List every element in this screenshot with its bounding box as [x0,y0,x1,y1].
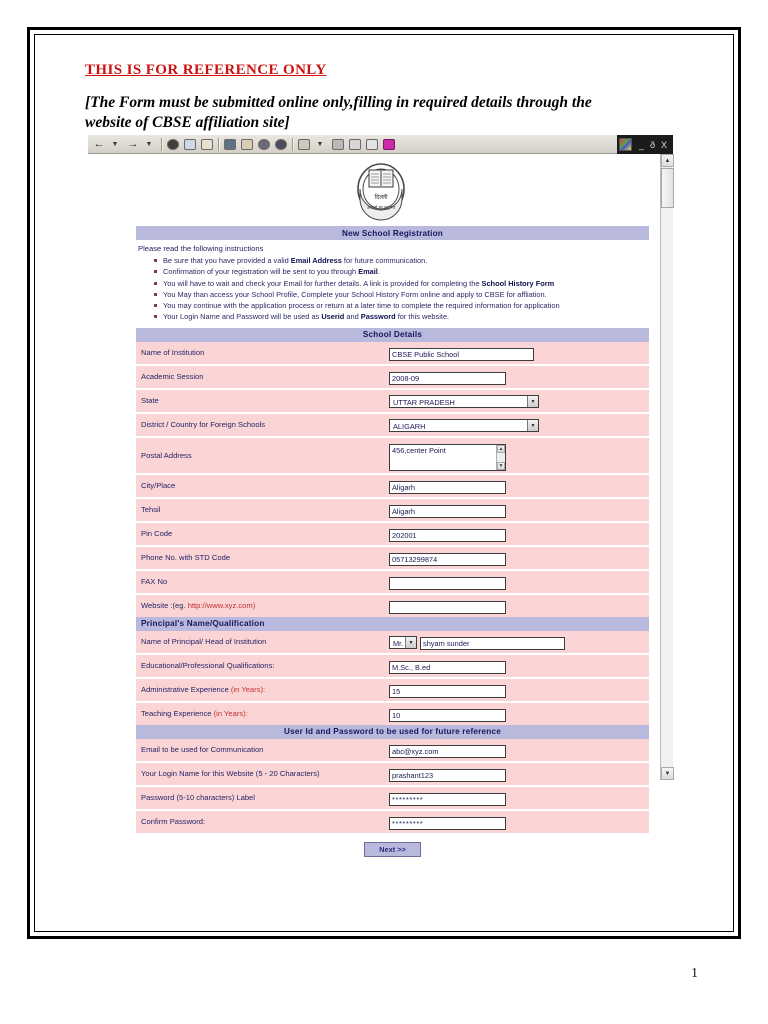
svg-text:असतो मा सद्गमय: असतो मा सद्गमय [366,206,395,211]
form-field-label: Your Login Name for this Website (5 - 20 Characters) [141,769,320,779]
form-field-label: Name of Principal/ Head of Institution [141,637,267,647]
form-field-label: City/Place [141,481,176,491]
discuss-icon[interactable] [364,137,380,152]
select-value: UTTAR PRADESH [393,397,455,407]
refresh-icon[interactable] [182,137,198,152]
print-icon[interactable] [330,137,346,152]
form-field-cell [389,763,649,785]
form-row [136,811,649,833]
form-field-label: District / Country for Foreign Schools [141,420,266,430]
form-row [136,547,649,569]
form-row [136,390,649,412]
form-row [136,438,649,473]
section-band-principal: Principal's Name/Qualification [136,617,649,631]
text-input[interactable] [389,553,506,566]
home-icon[interactable] [199,137,215,152]
instruction-text-0: Be sure that you have provided a valid Email Address for future communication. [163,256,428,265]
list-item [154,289,649,300]
form-field-label: Educational/Professional Qualifications: [141,661,275,671]
form-field-cell [389,414,649,436]
textarea-value: 456,center Point [392,445,446,455]
form-field-cell [389,703,649,725]
form-title-band: New School Registration [136,226,649,240]
cbse-crest-icon [350,159,412,221]
browser-content-area [88,154,673,854]
text-input[interactable] [389,661,506,674]
list-item [154,311,649,322]
emphasis: Email [358,267,378,277]
form-field-cell [389,547,649,569]
form-row [136,366,649,388]
scroll-down-icon[interactable]: ▼ [661,767,674,780]
minimize-button[interactable]: _ [638,139,644,150]
credentials-table [136,739,649,833]
form-field-label: Email to be used for Communication [141,745,264,755]
favorites-icon[interactable] [239,137,255,152]
forward-dropdown-icon[interactable]: ▼ [145,140,153,148]
select-dropdown[interactable] [389,419,539,432]
instruction-text-5: Your Login Name and Password will be used as Userid and Password for this website. [163,312,450,322]
principal-details-table [136,631,649,725]
postal-address-textarea[interactable] [389,444,506,471]
select-value: ALIGARH [393,421,426,431]
scroll-up-icon[interactable]: ▲ [498,445,504,452]
forward-arrow-icon[interactable]: → [127,137,139,150]
password-input[interactable] [389,793,506,806]
messenger-icon[interactable] [381,137,397,152]
document-heading: THIS IS FOR REFERENCE ONLY [85,62,327,78]
instruction-text-2: You will have to wait and check your Email for further details. A link is provided for completing the School History Form [163,278,555,288]
form-field-cell [389,787,649,809]
form-field-cell [389,523,649,545]
section-band-school-details: School Details [136,328,649,342]
label-hint: http://www.xyz.com) [187,601,256,611]
form-row [136,571,649,593]
stop-icon[interactable] [165,137,181,152]
form-field-label: Academic Session [141,372,204,382]
list-item [154,266,649,277]
vertical-scrollbar[interactable] [660,154,673,780]
form-field-label: Phone No. with STD Code [141,553,231,563]
form-field-label: Pin Code [141,529,173,539]
form-field-cell [389,631,649,653]
page-number: 1 [691,966,698,981]
form-field-label: Teaching Experience (in Years): [141,709,248,719]
select-dropdown[interactable] [389,395,539,408]
form-row [136,414,649,436]
form-row [136,739,649,761]
password-input[interactable] [389,817,506,830]
school-details-table [136,342,649,617]
form-field-label: Administrative Experience (in Years): [141,685,266,695]
emphasis: Password [360,312,396,322]
edit-icon[interactable] [347,137,363,152]
emphasis: Userid [321,312,345,322]
form-field-cell [389,499,649,521]
instruction-text-3: You May than access your School Profile, Complete your School History Form online and apply to CBSE for affliation. [163,289,547,299]
form-row [136,703,649,725]
form-field-label: Name of Institution [141,348,205,358]
form-row [136,595,649,617]
form-field-cell [389,390,649,412]
form-field-cell [389,679,649,701]
select-value: Mr. [393,638,404,648]
toolbar-separator-1 [161,138,163,151]
form-field-label: Website :(eg. http://www.xyz.com) [141,601,256,611]
registration-form [136,226,649,857]
scroll-up-icon[interactable]: ▲ [661,154,674,167]
form-row [136,787,649,809]
list-item [154,278,649,289]
text-input[interactable] [389,372,506,385]
restore-button[interactable]: ð [649,139,655,150]
browser-window-screenshot [88,135,673,854]
toolbar-separator-3 [292,138,294,151]
scroll-down-icon[interactable]: ▼ [498,462,504,469]
window-controls [617,135,673,154]
form-field-cell [389,739,649,761]
search-icon[interactable] [222,137,238,152]
text-input[interactable] [389,481,506,494]
windows-logo-icon [619,138,632,151]
form-field-label: Confirm Password: [141,817,206,827]
label-hint: (in Years): [230,685,266,695]
title-select[interactable] [389,636,417,649]
next-button-row [136,833,649,857]
back-arrow-icon[interactable]: ← [93,137,105,150]
textarea-scrollbar[interactable] [496,445,505,470]
chevron-down-icon[interactable]: ▼ [527,420,538,431]
scrollbar-thumb[interactable] [661,168,674,208]
instructions-intro: Please read the following instructions [138,244,264,253]
text-input[interactable] [389,709,506,722]
form-row [136,499,649,521]
emphasis: School History Form [481,278,555,288]
instructions-list [136,255,649,328]
form-row [136,763,649,785]
chevron-down-icon[interactable]: ▼ [405,637,416,648]
text-input[interactable] [389,601,506,614]
media-icon[interactable] [256,137,272,152]
form-row [136,631,649,653]
back-dropdown-icon[interactable]: ▼ [111,140,119,148]
browser-toolbar [88,135,673,154]
form-field-label: FAX No [141,577,168,587]
form-field-label: State [141,396,159,406]
toolbar-separator-2 [218,138,220,151]
instruction-text-4: You may continue with the application process or return at a later time to complete the required information for application [163,301,560,311]
cbse-logo-area [88,154,673,226]
form-row [136,475,649,497]
form-field-cell [389,475,649,497]
history-icon[interactable] [273,137,289,152]
text-input[interactable] [389,529,506,542]
section-band-credentials: User Id and Password to be used for future reference [136,725,649,739]
form-field-cell [389,438,649,473]
emphasis: Email Address [290,256,342,265]
form-row [136,342,649,364]
principal-name-input[interactable] [420,637,565,650]
list-item [154,255,649,266]
mail-icon[interactable] [296,137,312,152]
form-field-label: Password (5-10 characters) Label [141,793,255,803]
form-field-cell [389,342,649,364]
form-row [136,679,649,701]
form-field-label: Postal Address [141,450,192,460]
text-input[interactable] [389,577,506,590]
form-field-cell [389,366,649,388]
text-input[interactable] [389,685,506,698]
form-field-cell [389,811,649,833]
svg-text:दिल्ली: दिल्ली [373,194,388,201]
mail-dropdown-icon[interactable]: ▼ [316,140,324,148]
document-subheading: [The Form must be submitted online only,filling in required details through the website of CBSE affiliation site] [85,94,592,131]
text-input[interactable] [389,745,506,758]
text-input[interactable] [389,348,534,361]
list-item [154,300,649,311]
form-row [136,655,649,677]
form-field-cell [389,571,649,593]
form-field-cell [389,655,649,677]
instruction-text-1: Confirmation of your registration will be sent to you through Email. [163,267,380,277]
text-input[interactable] [389,769,506,782]
form-field-label: Tehsil [141,505,161,515]
text-input[interactable] [389,505,506,518]
close-button[interactable]: X [660,139,667,150]
chevron-down-icon[interactable]: ▼ [527,396,538,407]
form-field-cell [389,595,649,617]
form-row [136,523,649,545]
label-hint: (in Years): [213,709,248,719]
next-button[interactable]: Next >> [364,842,421,857]
